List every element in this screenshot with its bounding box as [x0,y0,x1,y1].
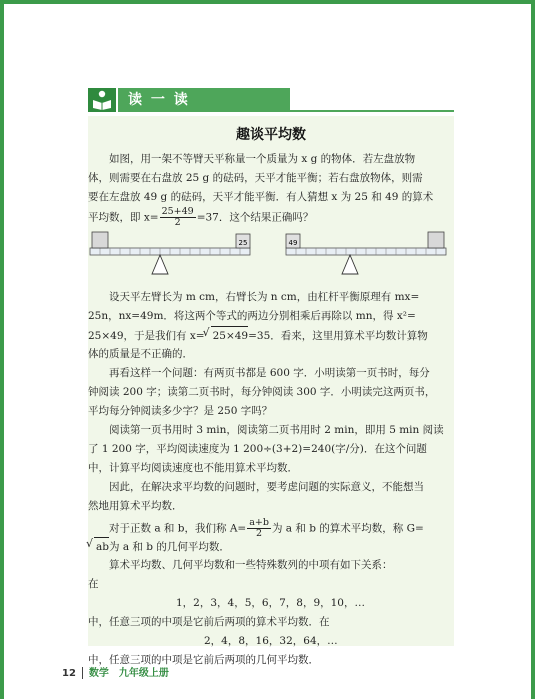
text-line: 体，则需要在右盘放 25 g 的砝码，天平才能平衡；若右盘放物体，则需 [88,172,423,184]
book-title: 数学 九年级上册 [88,668,169,679]
paragraph-reading-solution [88,421,444,478]
paragraph-sequences [88,556,393,670]
fraction-numerator: a+b [249,517,269,528]
text-line: 为 a 和 b 的几何平均数． [108,541,230,553]
section-label: 读 一 读 [118,88,290,112]
page-footer [62,664,169,679]
geometric-sequence: 2，4，8，16，32，64，… [204,635,338,647]
text-line: 阅读第一页书用时 3 min，阅读第二页书用时 2 min，即用 5 min 阅读 [109,424,444,436]
weight-label-49: 49 [288,239,298,247]
footer-divider [82,667,83,679]
paragraph-reading-problem [88,364,435,421]
text-line: 25n，nx=49m．将这两个等式的两边分别相乘后再除以 mn，得 x²= [88,310,416,322]
header-underline [290,110,454,112]
page-number: 12 [62,668,76,679]
text-line: 了 1 200 字，平均阅读速度为 1 200÷(3+2)=240(字/分)．在这个问题 [88,443,427,455]
text-line: 要在左盘放 49 g 的砝码，天平才能平衡．有人猜想 x 为 25 和 49 的算术 [88,191,434,203]
fraction-denominator: 2 [174,217,181,228]
text-line: 因此，在解决求平均数的问题时，要考虑问题的实际意义，不能想当 [109,481,424,493]
text-line: 钟阅读 200 字；读第二页书时，每分钟阅读 300 字．小明读完这两页书， [88,386,436,398]
text-line: 中，任意三项的中项是它前后两项的算术平均数．在 [88,616,330,628]
text-line: =37．这个结果正确吗？ [196,211,314,224]
arithmetic-sequence: 1，2，3，4，5，6，7，8，9，10，… [176,597,365,609]
text-line: =35．看来，这里用算术平均数计算物 [248,330,428,342]
fraction-numerator: 25+49 [161,206,194,217]
reading-panel [88,116,454,666]
text-line: 中，计算平均阅读速度也不能用算术平均数． [88,462,298,474]
text-line: 对于正数 a 和 b，我们称 A= [109,522,247,535]
text-line: 平均每分钟阅读多少字？是 250 字吗？ [88,405,273,417]
right-balance-scale [286,232,446,274]
text-line: 如图，用一架不等臂天平称量一个质量为 x g 的物体．若左盘放物 [109,153,416,165]
text-line: 25×49，于是我们有 x= [88,330,205,342]
square-root: √ 25×49 [211,326,249,346]
text-line: 为 a 和 b 的算术平均数，称 G= [271,522,424,535]
text-line: 再看这样一个问题：有两页书都是 600 字．小明读第一页书时，每分 [109,367,430,379]
paragraph-conclusion [88,478,424,516]
left-balance-scale [90,232,250,274]
text-line: 平均数，即 x= [88,211,159,224]
paragraph-intro [88,150,433,226]
square-root: √ ab [94,537,109,557]
article-title: 趣谈平均数 [236,127,306,143]
page-top-edge [0,0,535,4]
text-line: 算术平均数、几何平均数和一些特殊数列的中项有如下关系： [109,559,393,571]
text-line: 然地用算术平均数． [88,500,183,512]
fraction [160,207,196,228]
page-right-edge [531,0,535,699]
text-line: 设天平左臂长为 m cm，右臂长为 n cm，由杠杆平衡原理有 mx= [109,291,420,303]
reading-person-icon [88,88,116,112]
paragraph-lever [88,288,428,364]
text-line: 在 [88,578,99,590]
fraction-denominator: 2 [256,528,263,539]
weight-label-25: 25 [238,239,248,247]
text-line: 体的质量是不正确的． [88,348,193,360]
fraction [247,518,271,539]
balance-scales-figure [88,228,454,282]
text-line: 中，任意三项的中项是它前后两项的几何平均数． [88,654,319,666]
section-header [88,88,454,112]
paragraph-definitions [88,518,424,556]
page-left-edge [0,0,4,699]
